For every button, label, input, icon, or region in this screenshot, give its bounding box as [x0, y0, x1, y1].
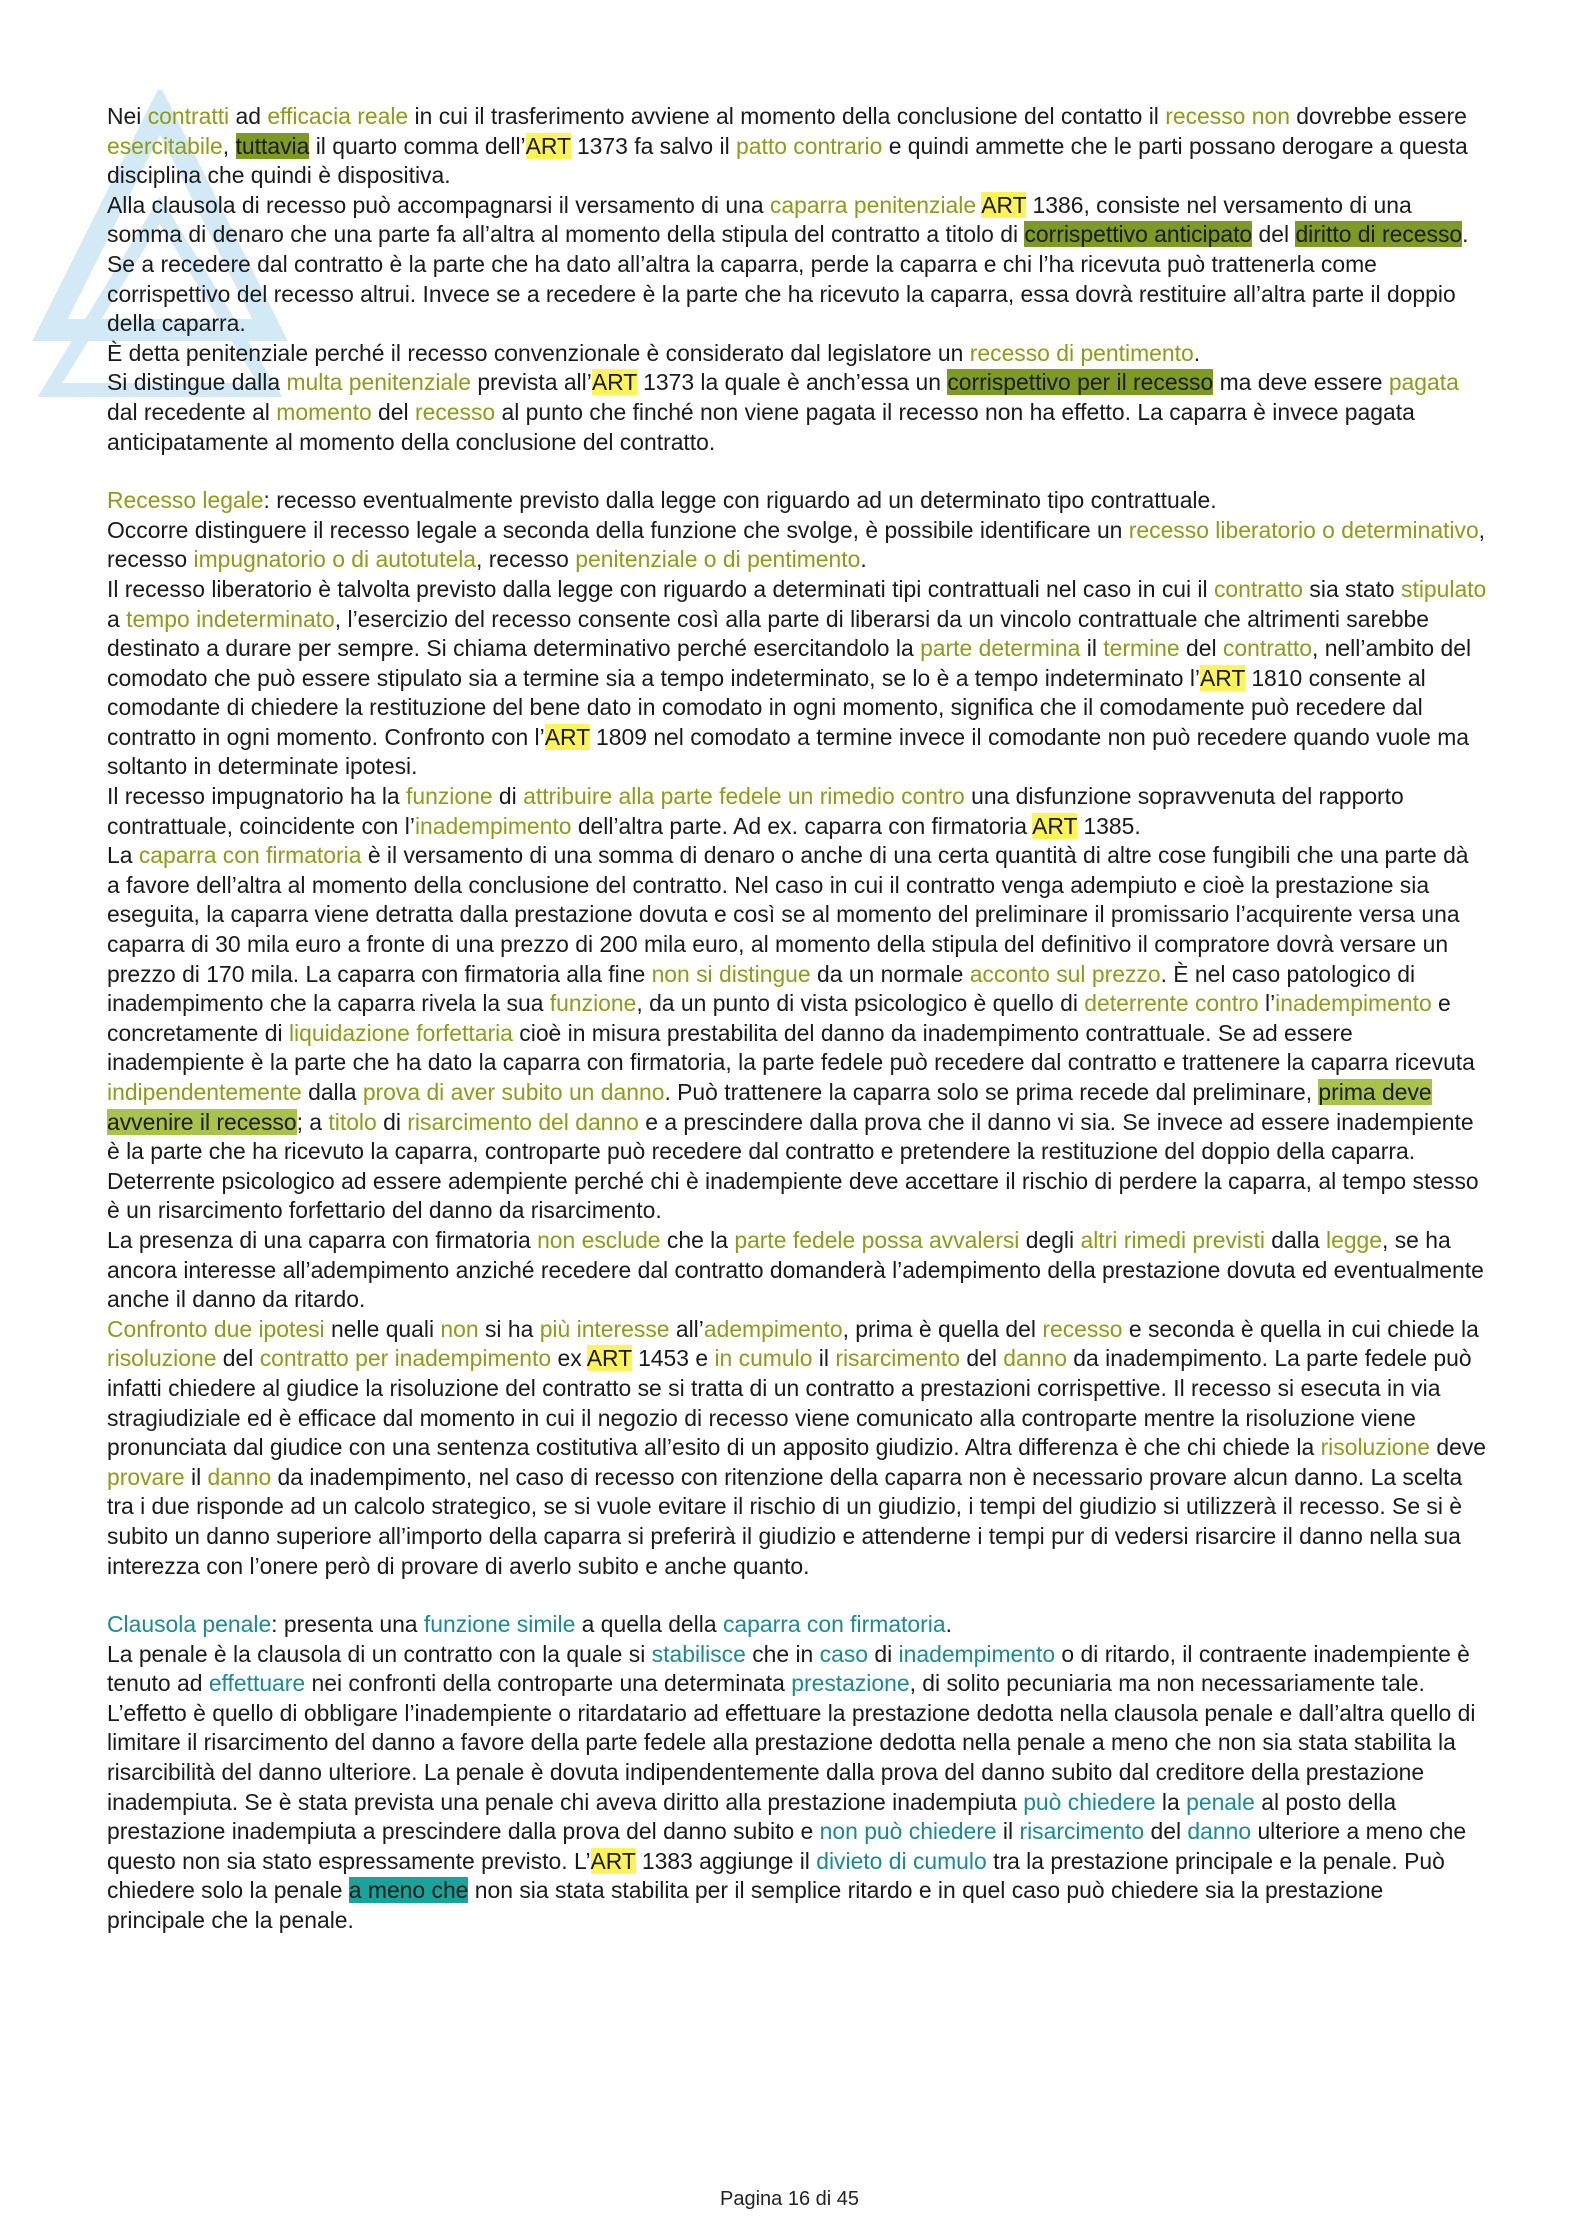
- text: a quella della: [575, 1611, 723, 1638]
- olive-term: termine: [1103, 635, 1180, 662]
- olive-term: rimedio contro: [819, 783, 965, 810]
- olive-term: contratti: [147, 103, 230, 129]
- olive-term: liquidazione forfettaria: [288, 1019, 513, 1046]
- text: e seconda è quella in cui chiede la: [1122, 1315, 1479, 1342]
- teal-term: caso: [819, 1640, 868, 1667]
- paragraph-deterrente: [107, 1167, 1487, 1226]
- olive-term: attribuire: [523, 783, 613, 810]
- art-highlight: ART: [590, 1847, 636, 1874]
- text: di: [492, 783, 524, 810]
- teal-term: divieto di cumulo: [816, 1847, 987, 1874]
- olive-term: inadempimento: [414, 812, 572, 839]
- text: all’: [669, 1315, 704, 1342]
- art-highlight: ART: [525, 132, 571, 159]
- text: nelle quali: [324, 1315, 441, 1342]
- olive-term: non: [440, 1315, 479, 1342]
- teal-term: risarcimento: [1019, 1818, 1145, 1845]
- olive-term: legge: [1326, 1226, 1383, 1253]
- text: ma deve essere: [1213, 369, 1389, 396]
- teal-term: effettuare: [208, 1670, 306, 1697]
- olive-term: contratto per inadempimento: [259, 1345, 552, 1372]
- text: la: [1155, 1788, 1187, 1815]
- olive-term: adempimento: [703, 1315, 843, 1342]
- paragraph-caparra-confirmatoria: [107, 841, 1487, 1167]
- teal-term: caparra con firmatoria: [722, 1611, 946, 1638]
- text: ad: [229, 103, 268, 129]
- text: del: [216, 1345, 260, 1372]
- text: Alla clausola di recesso può accompagnarsi il versamento di una: [107, 191, 770, 218]
- text: il: [184, 1463, 208, 1490]
- text: l’: [1258, 990, 1276, 1017]
- text: del: [371, 398, 415, 425]
- paragraph-efficacia-reale: [107, 102, 1487, 191]
- text: , da un punto di vista psicologico è quello di: [636, 990, 1085, 1017]
- text: Il recesso liberatorio è talvolta previsto dalla legge con riguardo a determinati tipi contrattuali nel caso in cui il: [107, 575, 1214, 602]
- page-number: Pagina 16 di 45: [719, 2188, 859, 2210]
- olive-term: recesso non: [1165, 103, 1290, 129]
- olive-term: stipulato: [1401, 575, 1487, 602]
- paragraph-pentimento: [107, 339, 1487, 369]
- text: La: [107, 842, 139, 869]
- olive-term: danno: [207, 1463, 272, 1490]
- olive-term: patto contrario: [736, 132, 883, 159]
- text: si ha: [478, 1315, 540, 1342]
- text: a: [107, 605, 127, 632]
- text: del: [1144, 1818, 1188, 1845]
- art-highlight: ART: [591, 369, 637, 396]
- art-highlight: ART: [586, 1345, 632, 1372]
- text: che la: [660, 1226, 735, 1253]
- text: . Può trattenere la caparra solo se prima recede dal preliminare,: [664, 1079, 1319, 1105]
- text: 1453 e: [631, 1345, 715, 1372]
- text: da inadempimento, nel caso di recesso con ritenzione della caparra non è necessario provare alcun danno. La scelta tra i due risponde ad un calcolo strategico, se si vuole evitare il rischio di un giudizio, i tempi del giudizio si utilizzerà il recesso. Se si è subito un danno superiore all’importo della caparra si preferirà il giudizio e attenderne i tempi pur di vedersi risarcire il danno nella sua interezza con l’onere però di provare di averlo subito e anche quanto.: [107, 1463, 1463, 1579]
- text: al punto che finché non viene pagata il recesso non ha effetto. La caparra è invece pagata anticipatamente al momento della conclusione del contratto.: [107, 398, 1415, 455]
- paragraph-caparra-penitenziale: [107, 191, 1487, 339]
- olive-term: non si distingue: [651, 960, 811, 987]
- olive-term: impugnatorio o di autotutela: [193, 546, 477, 573]
- teal-term: penale: [1186, 1788, 1255, 1815]
- text: del: [960, 1345, 1004, 1372]
- text: 1809 nel comodato a termine invece il comodante non può recedere quando vuole ma soltanto in determinate ipotesi.: [107, 723, 1470, 780]
- olive-term: altri rimedi previsti: [1080, 1226, 1265, 1253]
- olive-term: efficacia reale: [267, 103, 409, 129]
- text: il: [812, 1345, 836, 1372]
- text: La penale è la clausola di un contratto con la quale si: [107, 1640, 652, 1667]
- text: prevista all’: [470, 369, 592, 396]
- text: dal recedente al: [107, 398, 277, 425]
- text: 1373 la quale è anch’essa un: [636, 369, 948, 396]
- text: ; a: [296, 1108, 329, 1135]
- spacer: [107, 457, 1487, 486]
- olive-term: risoluzione: [107, 1345, 217, 1372]
- paragraph-clausola-penale: [107, 1610, 1487, 1640]
- text: . È nel caso patologico di inadempimento che la caparra rivela la sua: [107, 960, 1416, 1017]
- text: e a prescindere dalla prova che il danno vi sia. Se invece ad essere inadempiente è la parte che ha ricevuto la caparra, controparte può recedere dal contratto e pretendere la restituzione del doppio della caparra.: [107, 1108, 1474, 1165]
- olive-term: pagata: [1388, 369, 1459, 396]
- art-highlight: ART: [544, 723, 590, 750]
- paragraph-funzioni-recesso: [107, 516, 1487, 575]
- olive-term: penitenziale o di pentimento: [575, 546, 861, 573]
- text: .: [1193, 339, 1201, 366]
- text: il: [996, 1818, 1020, 1845]
- olive-term: acconto sul prezzo: [969, 960, 1161, 987]
- text: 1385.: [1077, 812, 1141, 839]
- olive-term: provare: [107, 1463, 185, 1490]
- spacer: [107, 1581, 1487, 1610]
- teal-term: prestazione: [791, 1670, 910, 1697]
- teal-term: funzione simile: [423, 1611, 576, 1638]
- text: deve: [1430, 1434, 1486, 1461]
- text: , recesso: [476, 546, 576, 573]
- text: e quindi ammette che le parti possano derogare a questa disciplina che quindi è dispositiva.: [107, 132, 1468, 189]
- text: cioè in misura prestabilita del danno da inadempimento contrattuale. Se ad essere inadempiente è la parte che ha dato la caparra con firmatoria, la parte fedele può recedere dal contratto e trattenere la caparra ricevuta: [107, 1019, 1475, 1076]
- teal-term: stabilisce: [651, 1640, 746, 1667]
- text: : recesso eventualmente previsto dalla legge con riguardo ad un determinato tipo contrattuale.: [263, 487, 1217, 514]
- olive-term: alla: [618, 783, 655, 810]
- document-page: [107, 102, 1487, 1936]
- text: .: [945, 1611, 952, 1638]
- olive-term: parte fedele: [660, 783, 782, 810]
- text: 1373 fa salvo il: [570, 132, 737, 159]
- teal-term: non può chiedere: [819, 1818, 997, 1845]
- text: al posto della prestazione inadempiuta a prescindere dalla prova del danno subito e: [107, 1788, 1397, 1845]
- olive-term: titolo: [328, 1108, 377, 1135]
- paragraph-penale: [107, 1640, 1487, 1936]
- text: che in: [745, 1640, 820, 1667]
- olive-term: prova di aver subito un danno: [362, 1079, 665, 1105]
- olive-term: caparra con firmatoria: [138, 842, 362, 869]
- olive-term: caparra penitenziale: [769, 191, 977, 218]
- olive-term: deterrente contro: [1084, 990, 1259, 1017]
- olive-term: esercitabile: [107, 132, 223, 159]
- text: , prima è quella del: [842, 1315, 1043, 1342]
- text: una disfunzione sopravvenuta del rapporto contrattuale, coincidente con l’: [107, 783, 1404, 839]
- text: 1383 aggiunge il: [635, 1847, 817, 1874]
- teal-term: inadempimento: [898, 1640, 1056, 1667]
- olive-term: multa penitenziale: [286, 369, 471, 396]
- text: La presenza di una caparra con firmatoria: [107, 1226, 538, 1253]
- paragraph-altri-rimedi: [107, 1226, 1487, 1315]
- olive-term: tempo indeterminato: [126, 605, 335, 632]
- text: in cui il trasferimento avviene al momento della conclusione del contatto il: [408, 103, 1166, 129]
- text: non sia stata stabilita per il semplice ritardo e in quel caso può chiedere sia la prestazione principale che la penale.: [107, 1877, 1384, 1934]
- olive-term: recesso: [1042, 1315, 1123, 1342]
- olive-term: danno: [1003, 1345, 1067, 1372]
- green-highlight: tuttavia: [235, 132, 310, 159]
- text: È detta penitenziale perché il recesso convenzionale è considerato dal legislatore un: [107, 339, 970, 366]
- paragraph-recesso-legale: [107, 486, 1487, 516]
- text: . Se a recedere dal contratto è la parte che ha dato all’altra la caparra, perde la caparra e chi l’ha ricevuta può trattenerla come corrispettivo del recesso altrui. Invece se a recedere è la parte che ha ricevuto la caparra, essa dovrà restituire all’altra parte il doppio della caparra.: [107, 221, 1469, 337]
- olive-term: funzione: [549, 990, 637, 1017]
- text: il: [1080, 635, 1104, 662]
- olive-term: contratto: [1213, 575, 1304, 602]
- text: dalla: [301, 1079, 363, 1105]
- teal-highlight: a meno che: [348, 1877, 469, 1904]
- art-highlight: ART: [1200, 664, 1245, 691]
- olive-term: risoluzione: [1320, 1434, 1430, 1461]
- text: ulteriore a meno che questo non sia stato espressamente previsto. L’: [107, 1818, 1467, 1874]
- text: del: [1252, 221, 1296, 248]
- text: o di ritardo, il contraente inadempiente è tenuto ad: [107, 1640, 1470, 1697]
- text: nei confronti della controparte una determinata: [305, 1670, 792, 1697]
- olive-term: parte fedele possa avvalersi: [734, 1226, 1020, 1253]
- green-highlight: diritto di recesso: [1295, 221, 1463, 248]
- text: sia stato: [1303, 575, 1402, 602]
- olive-term: funzione: [406, 783, 493, 810]
- text: , se ha ancora interesse all’adempimento anziché recedere dal contratto domanderà l’adempimento della prestazione dovuta ed eventualmente anche il danno da ritardo.: [107, 1226, 1484, 1313]
- green-highlight: prima deve avvenire il recesso: [107, 1079, 1432, 1135]
- text: , l’esercizio del recesso consente così alla parte di liberarsi da un vincolo contrattuale che altrimenti sarebbe destinato a durare per sempre. Si chiama determinativo perché esercitandolo la: [107, 605, 1430, 662]
- olive-term: momento: [276, 398, 372, 425]
- section-heading: Clausola penale: [107, 1611, 272, 1638]
- paragraph-recesso-liberatorio: [107, 575, 1487, 782]
- text: ex: [551, 1345, 587, 1372]
- teal-term: danno: [1187, 1818, 1252, 1845]
- green-highlight: corrispettivo anticipato: [1024, 221, 1253, 248]
- text: Deterrente psicologico ad essere adempiente perché chi è inadempiente deve accettare il rischio di perdere la caparra, al tempo stesso è un risarcimento forfettario del danno da risarcimento.: [107, 1167, 1479, 1224]
- olive-term: recesso liberatorio o determinativo: [1128, 516, 1479, 543]
- text: .: [860, 546, 867, 573]
- text: è il versamento di una somma di denaro o anche di una certa quantità di altre cose fungibili che una parte dà a favore dell’altra al momento della conclusione del contratto. Nel caso in cui il contratto venga adempiuto e cioè la prestazione sia eseguita, la caparra viene detratta dalla prestazione dovuta e così se al momento del preliminare il promissario l’acquirente versa una caparra di 30 mila euro a fronte di una prezzo di 200 mila euro, al momento della stipula del definitivo il compratore dovrà versare un prezzo di 170 mila. La caparra con firmatoria alla fine: [107, 842, 1469, 987]
- olive-term: più interesse: [539, 1315, 670, 1342]
- text: del: [1179, 635, 1223, 662]
- paragraph-multa-penitenziale: [107, 368, 1487, 457]
- text: da inadempimento. La parte fedele può infatti chiedere al giudice la risoluzione del contratto se si tratta di un contratto a prestazioni corrispettive. Il recesso si esecuta in via stragiudiziale ed è efficace dal momento in cui il negozio di recesso viene comunicato alla controparte mentre la risoluzione viene pronunciata dal giudice con una sentenza costitutiva all’esito di un apposito giudizio. Altra differenza è che chi chiede la: [107, 1345, 1472, 1461]
- olive-term: risarcimento: [835, 1345, 960, 1372]
- text: dovrebbe essere: [1289, 103, 1467, 129]
- text: : presenta una: [271, 1611, 424, 1638]
- text: , di solito pecuniaria ma non necessariamente tale. L’effetto è quello di obbligare l’inadempiente o ritardatario ad effettuare la prestazione dedotta nella clausola penale e dall’altra quello di limitare il risarcimento del danno a favore della parte fedele alla prestazione dedotta nella penale a meno che non sia stata stabilita la risarcibilità del danno ulteriore. La penale è dovuta indipendentemente dalla prova del danno subito dal creditore della prestazione inadempiuta. Se è stata prevista una penale chi aveva diritto alla prestazione inadempiuta: [107, 1670, 1476, 1815]
- text: Il recesso impugnatorio ha la: [107, 783, 407, 810]
- art-highlight: ART: [981, 191, 1027, 218]
- text: Si distingue dalla: [107, 369, 287, 396]
- text: tra la prestazione principale e la penale. Può chiedere solo la penale: [107, 1847, 1445, 1904]
- text: di: [376, 1108, 408, 1135]
- olive-term: indipendentemente: [107, 1079, 302, 1105]
- olive-term: risarcimento del danno: [407, 1108, 639, 1135]
- text: dell’altra parte. Ad ex. caparra con firmatoria: [571, 812, 1033, 839]
- text: di: [868, 1640, 899, 1667]
- art-highlight: ART: [1032, 812, 1078, 839]
- olive-term: parte determina: [920, 635, 1081, 662]
- text: , recesso: [107, 516, 1486, 573]
- text: 1810 consente al comodante di chiedere la restituzione del bene dato in comodato in ogni momento, significa che il comodamente può recedere dal contratto in ogni momento. Confronto con l’: [107, 664, 1426, 750]
- olive-term: non esclude: [537, 1226, 661, 1253]
- paragraph-confronto-ipotesi: [107, 1315, 1487, 1581]
- olive-term: inadempimento: [1275, 990, 1432, 1017]
- text: il quarto comma dell’: [309, 132, 526, 159]
- paragraph-recesso-impugnatorio: [107, 782, 1487, 841]
- text: Occorre distinguere il recesso legale a seconda della funzione che svolge, è possibile identificare un: [107, 516, 1129, 543]
- text: , nell’ambito del comodato che può essere stipulato sia a termine sia a tempo indeterminato, se lo è a tempo indeterminato l’: [107, 635, 1472, 691]
- olive-term: un: [787, 783, 814, 810]
- olive-term: contratto: [1222, 635, 1312, 662]
- green-highlight: corrispettivo per il recesso: [947, 369, 1214, 396]
- text: e concretamente di: [107, 990, 1451, 1046]
- text: degli: [1019, 1226, 1081, 1253]
- section-heading: Recesso legale: [107, 487, 264, 514]
- olive-term: Confronto due ipotesi: [107, 1315, 325, 1342]
- text: Nei: [107, 103, 148, 129]
- text: 1386, consiste nel versamento di una somma di denaro che una parte fa all’altra al momento della stipula del contratto a titolo di: [107, 191, 1412, 248]
- olive-term: recesso di pentimento: [969, 339, 1194, 366]
- text: da un normale: [810, 960, 970, 987]
- olive-term: in cumulo: [714, 1345, 813, 1372]
- teal-term: può chiedere: [1023, 1788, 1156, 1815]
- olive-term: recesso: [414, 398, 496, 425]
- text: dalla: [1264, 1226, 1326, 1253]
- text: ,: [222, 132, 236, 159]
